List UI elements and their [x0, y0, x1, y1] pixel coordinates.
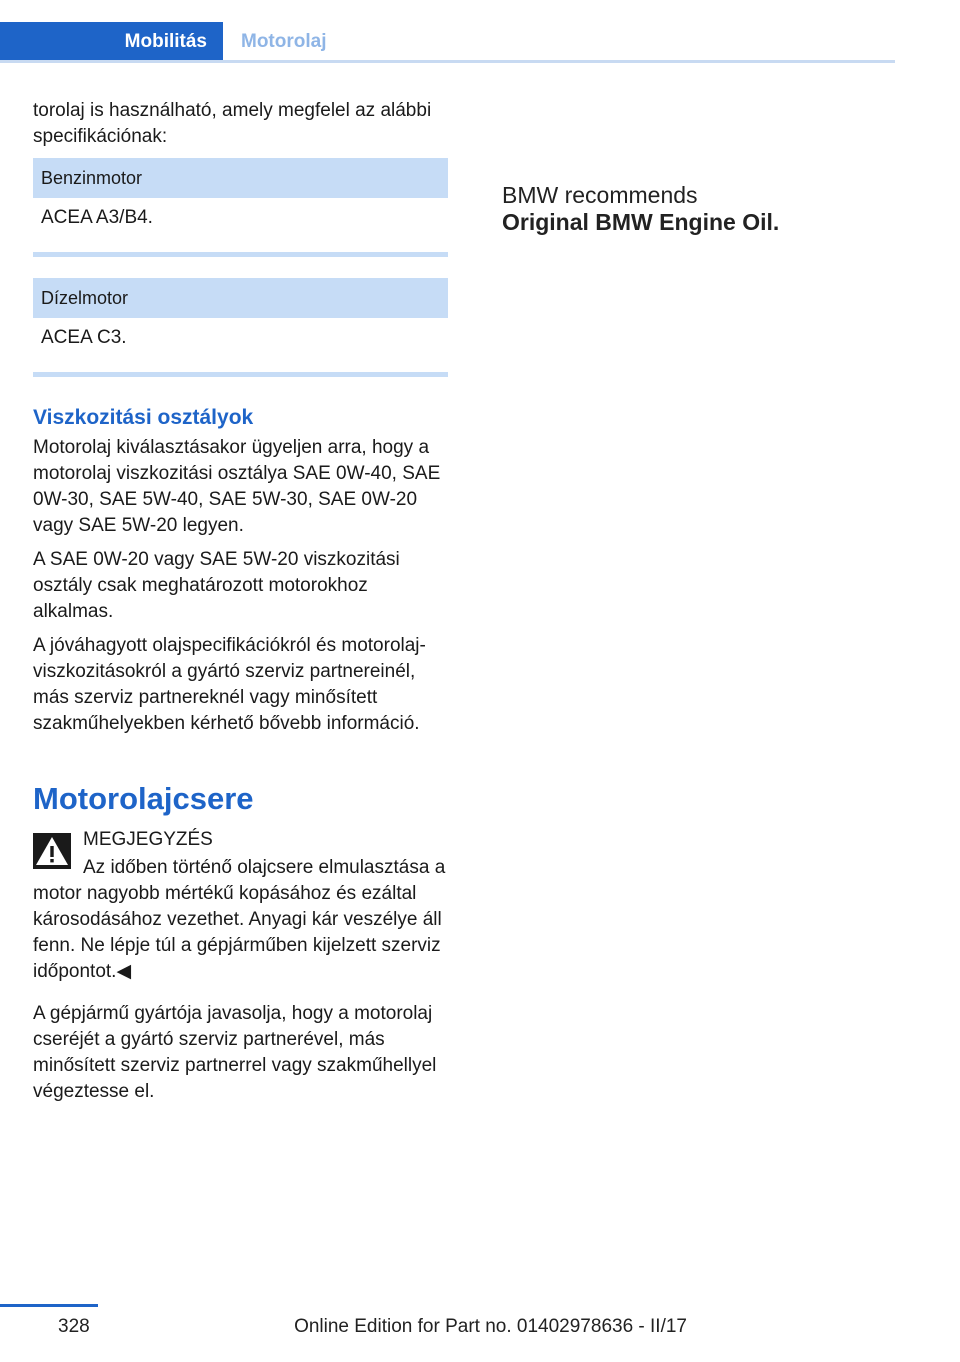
viscosity-paragraph-3: A jóváhagyott olajspecifikációkról és motorolaj-viszkozitásokról a gyártó szerviz partnereinél, más szerviz partnereknél vagy minősített szakműhelyekben kérhető bővebb információ. — [33, 635, 426, 734]
left-column — [33, 98, 448, 1113]
oil-change-heading: Motorolajcsere — [33, 781, 254, 816]
warning-block — [33, 827, 448, 985]
tab-motorolaj[interactable]: Motorolaj — [241, 31, 327, 52]
viscosity-heading: Viszkozitási osztályok — [33, 406, 254, 429]
spec-divider — [33, 372, 448, 377]
page-header — [0, 0, 895, 64]
spec-head-petrol: Benzinmotor — [33, 158, 448, 198]
intro-paragraph: torolaj is használható, amely megfelel az alábbi specifikációnak: — [33, 100, 432, 147]
header-divider — [0, 60, 895, 63]
spec-head-diesel: Dízelmotor — [33, 278, 448, 318]
bmw-recommends-text: BMW recommends — [502, 182, 698, 208]
tab-mobilitas[interactable]: Mobilitás — [0, 22, 223, 62]
spec-value-diesel: ACEA C3. — [41, 327, 127, 348]
viscosity-paragraph-2: A SAE 0W-20 vagy SAE 5W-20 viszkozitási osztály csak meghatározott motorokhoz alkalmas. — [33, 549, 400, 622]
bmw-engine-oil-text: Original BMW Engine Oil. — [502, 209, 780, 235]
warning-text: Az időben történő olajcsere elmulasztása a motor nagyobb mértékű kopásához és ezáltal károsodásához vezethet. Anyagi kár veszélye áll fenn. Ne lépje túl a gépjárműben kijelzett szerviz időpontot.◀ — [33, 857, 446, 982]
spec-table-diesel — [33, 278, 448, 377]
edition-note: Online Edition for Part no. 01402978636 - II/17 — [294, 1316, 687, 1337]
footer-divider — [0, 1304, 98, 1307]
spec-table-petrol — [33, 158, 448, 257]
warning-icon — [33, 833, 71, 869]
page-number: 328 — [58, 1316, 90, 1337]
right-column — [502, 182, 902, 236]
viscosity-paragraph-1: Motorolaj kiválasztásakor ügyeljen arra, hogy a motorolaj viszkozitási osztálya SAE 0W-40, SAE 0W-30, SAE 5W-40, SAE 5W-30, SAE 0W-20 vagy SAE 5W-20 legyen. — [33, 437, 441, 536]
spec-divider — [33, 252, 448, 257]
warning-title: MEGJEGYZÉS — [83, 829, 213, 850]
oil-change-paragraph: A gépjármű gyártója javasolja, hogy a motorolaj cseréjét a gyártó szerviz partnerével, más minősített szerviz partnerrel vagy szakműhellyel végeztesse el. — [33, 1003, 437, 1102]
spec-value-petrol: ACEA A3/B4. — [41, 207, 153, 228]
